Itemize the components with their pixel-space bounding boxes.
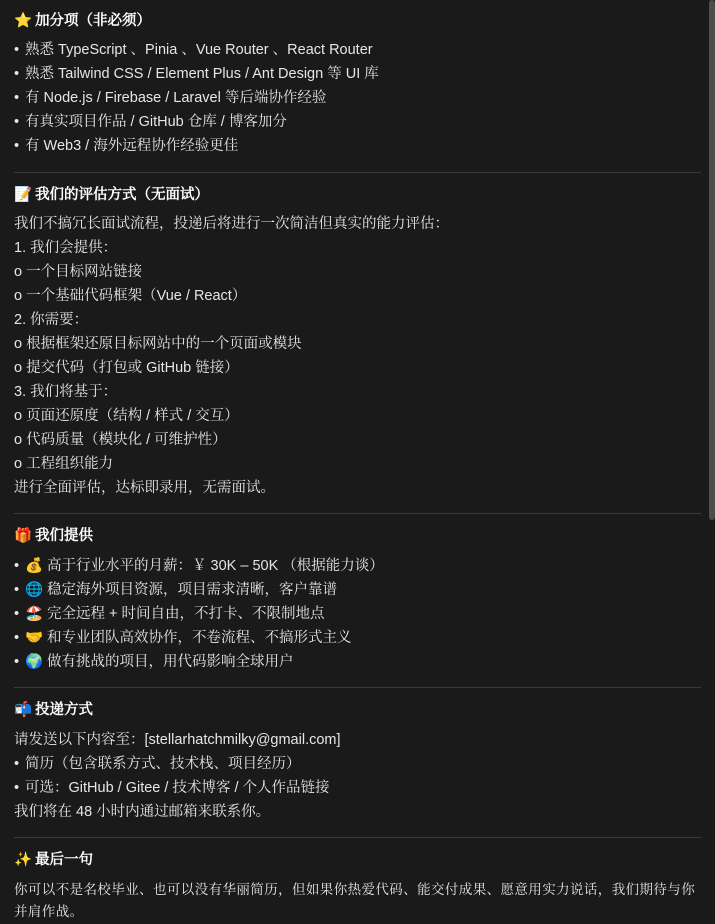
earth-icon: 🌍 [25,653,44,670]
evaluation-group-item: o 代码质量（模块化 / 可维护性） [14,432,227,448]
evaluation-outro: 进行全面评估，达标即录用，无需面试。 [14,479,275,496]
section-evaluation-heading [14,184,701,206]
apply-intro: 请发送以下内容至：[stellarhatchmilky@gmail.com] [14,731,341,748]
section-divider [14,172,701,173]
section-offer-title: 我们提供 [35,528,94,545]
evaluation-intro: 我们不搞冗长面试流程，投递后将进行一次简洁但真实的能力评估： [14,216,449,233]
list-item-label: 熟悉 Tailwind CSS / Element Plus / Ant Design 等 UI 库 [25,66,379,83]
vertical-scrollbar[interactable] [709,0,715,800]
list-item-label: 有真实项目作品 / GitHub 仓库 / 博客加分 [25,114,287,131]
list-item-label: 有 Node.js / Firebase / Laravel 等后端协作经验 [25,90,327,107]
list-item [14,579,701,601]
list-item-label: 稳定海外项目资源，项目需求清晰，客户靠谱 [47,581,337,598]
evaluation-group-heading: 3. 我们将基于： [14,384,118,401]
bullet-icon: • [14,779,20,796]
list-item [14,777,701,799]
bullet-icon: • [14,581,20,598]
section-final [14,849,701,924]
bullet-icon: • [14,653,20,670]
section-apply [14,699,701,823]
section-offer [14,525,701,673]
sparkles-icon: ✨ [14,852,33,869]
evaluation-group-heading: 2. 你需要： [14,312,89,329]
evaluation-group-item: o 一个目标网站链接 [14,264,143,281]
list-item [14,555,701,577]
bullet-icon: • [14,629,20,646]
list-item [14,651,701,673]
bullet-icon: • [14,557,20,574]
section-divider [14,687,701,688]
evaluation-group-heading: 1. 我们会提供： [14,240,118,257]
globe-icon: 🌐 [25,581,44,598]
evaluation-group-item: o 根据框架还原目标网站中的一个页面或模块 [14,336,302,353]
list-item [14,753,701,775]
bullet-icon: • [14,42,20,59]
scrollbar-thumb[interactable] [709,0,715,520]
list-item [14,603,701,625]
section-bonus-heading [14,10,701,32]
list-item [14,135,701,157]
bullet-icon: • [14,114,20,131]
list-item [14,63,701,85]
section-divider [14,837,701,838]
section-evaluation-title: 我们的评估方式（无面试） [35,186,210,203]
list-item-label: 高于行业水平的月薪：￥ 30K – 50K （根据能力谈） [47,557,384,574]
list-item-label: 可选：GitHub / Gitee / 技术博客 / 个人作品链接 [25,779,330,796]
bullet-icon: • [14,90,20,107]
evaluation-group-item: o 提交代码（打包或 GitHub 链接） [14,360,239,377]
pencil-icon: 📝 [14,186,33,203]
list-item [14,87,701,109]
money-bag-icon: 💰 [25,557,44,574]
bullet-icon: • [14,66,20,83]
bullet-icon: • [14,138,20,155]
section-evaluation [14,184,701,500]
section-divider [14,513,701,514]
mailbox-icon: 📬 [14,702,33,719]
section-apply-heading [14,699,701,721]
list-item [14,39,701,61]
section-offer-heading [14,525,701,547]
list-item-label: 做有挑战的项目，用代码影响全球用户 [47,653,294,670]
bullet-icon: • [14,605,20,622]
evaluation-group-item: o 工程组织能力 [14,455,114,472]
evaluation-group-item: o 页面还原度（结构 / 样式 / 交互） [14,408,239,425]
list-item-label: 有 Web3 / 海外远程协作经验更佳 [25,138,239,155]
section-bonus-title: 加分项（非必须） [35,13,152,29]
apply-outro: 我们将在 48 小时内通过邮箱来联系你。 [14,803,271,820]
final-text: 你可以不是名校毕业、也可以没有华丽简历，但如果你热爱代码、能交付成果、愿意用实力说话，我们期待与你并肩作战。 [14,881,696,920]
section-apply-title: 投递方式 [35,702,94,719]
list-item [14,627,701,649]
list-item-label: 完全远程 + 时间自由，不打卡、不限制地点 [47,605,325,622]
star-icon: ⭐ [14,13,33,29]
handshake-icon: 🤝 [25,629,44,646]
section-final-title: 最后一句 [35,852,94,869]
list-item-label: 简历（包含联系方式、技术栈、项目经历） [25,755,301,772]
bullet-icon: • [14,755,20,772]
section-bonus [14,10,701,158]
list-item-label: 和专业团队高效协作，不卷流程、不搞形式主义 [47,629,352,646]
list-item [14,111,701,133]
gift-icon: 🎁 [14,528,33,545]
section-final-heading [14,849,701,871]
evaluation-group-item: o 一个基础代码框架（Vue / React） [14,288,247,305]
list-item-label: 熟悉 TypeScript 、Pinia 、Vue Router 、React Router [25,42,373,59]
beach-icon: 🏖️ [25,605,44,622]
